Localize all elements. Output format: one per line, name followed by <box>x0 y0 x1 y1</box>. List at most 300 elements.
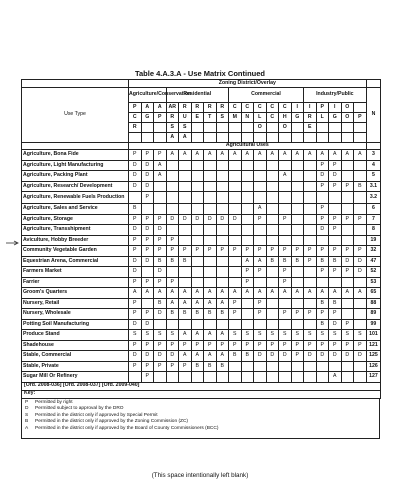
n-cell: 89 <box>366 309 381 320</box>
permission-cell: D <box>129 256 142 267</box>
district-code-cell: C <box>229 103 242 113</box>
permission-cell: D <box>254 351 267 362</box>
permission-cell <box>241 160 254 171</box>
permission-cell <box>229 192 242 204</box>
district-code-cell: R <box>179 103 192 113</box>
district-code-cell: E <box>191 113 204 123</box>
district-code-cell <box>141 133 154 143</box>
permission-cell <box>266 235 279 246</box>
permission-cell: P <box>129 361 142 372</box>
table-row <box>22 288 381 299</box>
district-code-cell <box>241 133 254 143</box>
legend-code: A <box>25 425 29 431</box>
permission-cell <box>191 372 204 383</box>
district-code-cell: O <box>279 123 292 133</box>
permission-cell <box>354 192 367 204</box>
permission-cell <box>154 319 167 330</box>
permission-cell <box>354 298 367 309</box>
permission-cell <box>179 267 192 278</box>
key-row <box>22 390 381 398</box>
permission-cell <box>179 225 192 236</box>
permission-cell <box>291 361 304 372</box>
permission-cell: P <box>204 246 217 257</box>
permission-cell: S <box>166 330 179 341</box>
permission-cell <box>254 319 267 330</box>
permission-cell <box>191 319 204 330</box>
permission-cell <box>291 204 304 215</box>
permission-cell: P <box>304 340 317 351</box>
permission-cell: A <box>191 150 204 161</box>
permission-cell <box>204 160 217 171</box>
n-cell: 7 <box>366 214 381 225</box>
permission-cell <box>216 225 229 236</box>
permission-cell: A <box>204 330 217 341</box>
permission-cell <box>291 319 304 330</box>
permission-cell <box>304 319 317 330</box>
permission-cell: D <box>141 319 154 330</box>
group-header: Industry/Public <box>304 88 367 103</box>
permission-cell: A <box>304 150 317 161</box>
district-code-cell <box>216 133 229 143</box>
permission-cell <box>341 235 354 246</box>
n-cell: 121 <box>366 340 381 351</box>
permission-cell: P <box>354 340 367 351</box>
permission-cell: P <box>129 309 142 320</box>
district-code-cell <box>154 123 167 133</box>
permission-cell: P <box>129 214 142 225</box>
permission-cell: P <box>341 319 354 330</box>
permission-cell <box>266 171 279 182</box>
section-header-blank <box>22 143 129 150</box>
permission-cell: A <box>216 330 229 341</box>
permission-cell <box>254 372 267 383</box>
permission-cell: D <box>279 351 292 362</box>
permission-cell <box>266 267 279 278</box>
permission-cell <box>316 361 329 372</box>
permission-cell: P <box>129 340 142 351</box>
legend-text: Permitted by right <box>35 400 73 405</box>
legend-code: P <box>25 400 29 405</box>
permission-cell: P <box>279 267 292 278</box>
permission-cell <box>229 319 242 330</box>
n-cell: 4 <box>366 160 381 171</box>
permission-cell <box>279 192 292 204</box>
permission-cell: A <box>354 150 367 161</box>
table-row <box>22 256 381 267</box>
permission-cell: S <box>279 330 292 341</box>
permission-cell: S <box>354 330 367 341</box>
permission-cell <box>304 235 317 246</box>
permission-cell: D <box>304 351 317 362</box>
permission-cell <box>266 319 279 330</box>
district-code-cell: R <box>191 103 204 113</box>
permission-cell <box>179 181 192 192</box>
permission-cell: P <box>254 309 267 320</box>
use-type-cell: Stable, Commercial <box>22 351 129 362</box>
permission-cell: P <box>329 160 342 171</box>
permission-cell: D <box>141 225 154 236</box>
group-header: Commercial <box>229 88 304 103</box>
n-cell: 32 <box>366 246 381 257</box>
permission-cell: P <box>166 246 179 257</box>
permission-cell <box>354 225 367 236</box>
permission-cell: B <box>166 309 179 320</box>
permission-cell <box>316 277 329 288</box>
district-code-cell <box>254 133 267 143</box>
district-code-cell: G <box>141 113 154 123</box>
district-code-cell <box>341 133 354 143</box>
permission-cell: D <box>329 319 342 330</box>
district-code-cell: R <box>129 123 142 133</box>
district-code-cell <box>141 123 154 133</box>
district-code-cell: O <box>254 123 267 133</box>
permission-cell <box>279 225 292 236</box>
permission-cell: P <box>279 309 292 320</box>
zoning-district-header: Zoning District/Overlay <box>129 80 367 88</box>
permission-cell <box>291 235 304 246</box>
permission-cell <box>191 160 204 171</box>
permission-cell <box>279 361 292 372</box>
permission-cell: A <box>154 288 167 299</box>
district-code-cell <box>279 133 292 143</box>
permission-cell: P <box>291 309 304 320</box>
permission-cell <box>304 160 317 171</box>
permission-cell: P <box>329 214 342 225</box>
permission-cell: D <box>154 225 167 236</box>
permission-cell: P <box>316 267 329 278</box>
permission-cell: D <box>129 225 142 236</box>
permission-cell <box>341 372 354 383</box>
district-code-cell: H <box>279 113 292 123</box>
use-type-cell: Agriculture, Light Manufacturing <box>22 160 129 171</box>
use-type-cell: Agriculture, Packing Plant <box>22 171 129 182</box>
permission-cell: S <box>304 330 317 341</box>
permission-cell <box>129 192 142 204</box>
permission-cell: A <box>341 150 354 161</box>
permission-cell: P <box>129 246 142 257</box>
permission-cell: A <box>216 298 229 309</box>
permission-cell <box>291 214 304 225</box>
permission-cell <box>229 171 242 182</box>
permission-cell: B <box>129 204 142 215</box>
legend-box <box>21 399 380 439</box>
permission-cell <box>229 160 242 171</box>
permission-cell: P <box>341 181 354 192</box>
use-type-cell: Shadehouse <box>22 340 129 351</box>
use-type-header: Use Type <box>22 88 129 143</box>
permission-cell <box>266 309 279 320</box>
permission-cell: D <box>129 181 142 192</box>
permission-cell: P <box>291 340 304 351</box>
permission-cell: P <box>204 340 217 351</box>
permission-cell <box>279 372 292 383</box>
permission-cell <box>204 372 217 383</box>
district-code-cell: S <box>216 113 229 123</box>
permission-cell: A <box>279 171 292 182</box>
table-row <box>22 340 381 351</box>
table-row <box>22 330 381 341</box>
permission-cell <box>229 267 242 278</box>
permission-cell <box>191 277 204 288</box>
permission-cell <box>291 192 304 204</box>
permission-cell: P <box>316 309 329 320</box>
district-code-cell: C <box>254 103 267 113</box>
permission-cell <box>266 298 279 309</box>
permission-cell <box>266 361 279 372</box>
permission-cell: B <box>154 256 167 267</box>
permission-cell: P <box>229 340 242 351</box>
permission-cell: D <box>204 214 217 225</box>
permission-cell: D <box>191 214 204 225</box>
district-code-cell: I <box>329 103 342 113</box>
permission-cell <box>341 225 354 236</box>
permission-cell: P <box>141 214 154 225</box>
permission-cell <box>179 204 192 215</box>
permission-cell <box>304 361 317 372</box>
permission-cell: A <box>266 150 279 161</box>
permission-cell <box>254 235 267 246</box>
permission-cell: D <box>141 256 154 267</box>
permission-cell <box>254 277 267 288</box>
permission-cell: B <box>291 256 304 267</box>
permission-cell <box>304 298 317 309</box>
permission-cell: P <box>141 235 154 246</box>
permission-cell <box>279 160 292 171</box>
permission-cell: A <box>204 298 217 309</box>
permission-cell: A <box>216 351 229 362</box>
section-header-blank <box>366 143 381 150</box>
district-code-cell: P <box>354 113 367 123</box>
table-row <box>22 319 381 330</box>
district-code-cell <box>354 123 367 133</box>
permission-cell <box>354 171 367 182</box>
district-code-cell <box>316 133 329 143</box>
district-code-cell: A <box>179 133 192 143</box>
permission-cell: A <box>229 288 242 299</box>
use-type-cell: Community Vegetable Garden <box>22 246 129 257</box>
permission-cell <box>304 372 317 383</box>
permission-cell <box>279 319 292 330</box>
permission-cell <box>179 277 192 288</box>
permission-cell: P <box>316 160 329 171</box>
permission-cell <box>266 214 279 225</box>
permission-cell <box>154 192 167 204</box>
permission-cell <box>179 160 192 171</box>
permission-cell: P <box>279 277 292 288</box>
permission-cell <box>329 277 342 288</box>
permission-cell: B <box>316 319 329 330</box>
permission-cell: D <box>166 351 179 362</box>
use-type-cell: Equestrian Arena, Commercial <box>22 256 129 267</box>
permission-cell: P <box>329 309 342 320</box>
permission-cell: P <box>129 235 142 246</box>
permission-cell: P <box>341 214 354 225</box>
use-type-cell: Nursery, Wholesale <box>22 309 129 320</box>
group-header: Agriculture/Conservation <box>129 88 167 103</box>
district-code-cell <box>316 123 329 133</box>
permission-cell <box>191 267 204 278</box>
permission-cell <box>129 372 142 383</box>
permission-cell <box>241 235 254 246</box>
permission-cell: B <box>216 309 229 320</box>
use-type-cell: Agriculture, Renewable Fuels Production <box>22 192 129 204</box>
permission-cell: D <box>354 267 367 278</box>
permission-cell: S <box>154 330 167 341</box>
permission-cell: P <box>179 340 192 351</box>
district-code-cell <box>191 123 204 133</box>
permission-cell: P <box>254 214 267 225</box>
table-row <box>22 192 381 204</box>
permission-cell: D <box>154 351 167 362</box>
permission-cell <box>204 277 217 288</box>
use-type-cell: Agriculture, Bona Fide <box>22 150 129 161</box>
permission-cell <box>291 181 304 192</box>
permission-cell <box>216 192 229 204</box>
permission-cell: P <box>241 246 254 257</box>
permission-cell <box>241 192 254 204</box>
permission-cell <box>316 372 329 383</box>
permission-cell: P <box>316 181 329 192</box>
permission-cell: P <box>241 267 254 278</box>
n-cell: 99 <box>366 319 381 330</box>
section-header: Agricultural Uses <box>129 143 367 150</box>
permission-cell: P <box>229 309 242 320</box>
permission-cell <box>291 171 304 182</box>
district-code-cell: I <box>291 103 304 113</box>
permission-cell: A <box>279 150 292 161</box>
permission-cell <box>191 225 204 236</box>
permission-cell <box>241 361 254 372</box>
permission-cell <box>341 204 354 215</box>
table-row <box>22 171 381 182</box>
permission-cell <box>166 204 179 215</box>
permission-cell <box>291 277 304 288</box>
permission-cell <box>354 309 367 320</box>
permission-cell: A <box>216 288 229 299</box>
permission-cell <box>329 204 342 215</box>
permission-cell <box>204 267 217 278</box>
n-cell: 3 <box>366 150 381 161</box>
permission-cell <box>179 372 192 383</box>
permission-cell: B <box>316 256 329 267</box>
permission-cell <box>141 298 154 309</box>
group-header: Residential <box>166 88 229 103</box>
permission-cell <box>216 235 229 246</box>
permission-cell: B <box>266 256 279 267</box>
section-header-row <box>22 143 381 150</box>
district-code-cell <box>129 133 142 143</box>
permission-cell <box>316 235 329 246</box>
permission-cell: P <box>341 340 354 351</box>
district-code-cell <box>229 123 242 133</box>
permission-cell <box>204 181 217 192</box>
district-code-cell <box>329 123 342 133</box>
permission-cell <box>329 192 342 204</box>
table-row <box>22 235 381 246</box>
permission-cell <box>266 192 279 204</box>
page-title: Table 4.A.3.A - Use Matrix Continued <box>134 69 266 78</box>
permission-cell: B <box>204 361 217 372</box>
permission-cell <box>266 160 279 171</box>
permission-cell: A <box>254 288 267 299</box>
permission-cell <box>341 160 354 171</box>
permission-cell: P <box>166 361 179 372</box>
permission-cell: B <box>354 181 367 192</box>
permission-cell <box>216 171 229 182</box>
permission-cell <box>304 171 317 182</box>
permission-cell <box>229 225 242 236</box>
permission-cell <box>179 319 192 330</box>
permission-cell: A <box>241 256 254 267</box>
permission-cell <box>266 277 279 288</box>
permission-cell <box>191 181 204 192</box>
district-code-cell: R <box>166 113 179 123</box>
use-type-cell: Agriculture, Transshipment <box>22 225 129 236</box>
permission-cell: B <box>279 256 292 267</box>
permission-cell <box>241 319 254 330</box>
table-row <box>22 309 381 320</box>
permission-cell: A <box>229 150 242 161</box>
permission-cell: D <box>141 351 154 362</box>
district-code-cell: S <box>166 123 179 133</box>
use-type-cell: Groom's Quarters <box>22 288 129 299</box>
permission-cell <box>304 267 317 278</box>
permission-cell: D <box>129 319 142 330</box>
district-code-cell <box>291 133 304 143</box>
permission-cell <box>254 181 267 192</box>
permission-cell: P <box>141 361 154 372</box>
permission-cell: D <box>341 351 354 362</box>
permission-cell: A <box>204 150 217 161</box>
permission-cell <box>254 171 267 182</box>
permission-cell <box>241 171 254 182</box>
permission-cell <box>229 204 242 215</box>
use-type-cell: Produce Stand <box>22 330 129 341</box>
permission-cell <box>241 309 254 320</box>
permission-cell <box>204 171 217 182</box>
permission-cell <box>229 235 242 246</box>
permission-cell <box>216 277 229 288</box>
permission-cell: A <box>254 256 267 267</box>
use-type-cell: Nursery, Retail <box>22 298 129 309</box>
permission-cell: A <box>254 150 267 161</box>
permission-cell <box>241 204 254 215</box>
permission-cell: P <box>329 340 342 351</box>
permission-cell: B <box>329 298 342 309</box>
district-code-cell <box>354 103 367 113</box>
permission-cell <box>204 235 217 246</box>
permission-cell: A <box>241 288 254 299</box>
ordinance-row <box>22 382 381 390</box>
permission-cell: P <box>354 246 367 257</box>
permission-cell <box>191 235 204 246</box>
permission-cell: B <box>191 361 204 372</box>
permission-cell: B <box>191 309 204 320</box>
permission-cell: A <box>216 150 229 161</box>
use-type-cell: Aviculture, Hobby Breeder <box>22 235 129 246</box>
table-row <box>22 351 381 362</box>
permission-cell: P <box>141 309 154 320</box>
permission-cell: A <box>354 288 367 299</box>
permission-cell: S <box>329 330 342 341</box>
permission-cell <box>241 181 254 192</box>
permission-cell: D <box>141 171 154 182</box>
permission-cell: A <box>304 288 317 299</box>
permission-cell <box>216 319 229 330</box>
permission-cell: P <box>254 298 267 309</box>
permission-cell <box>166 319 179 330</box>
district-code-cell: U <box>179 113 192 123</box>
